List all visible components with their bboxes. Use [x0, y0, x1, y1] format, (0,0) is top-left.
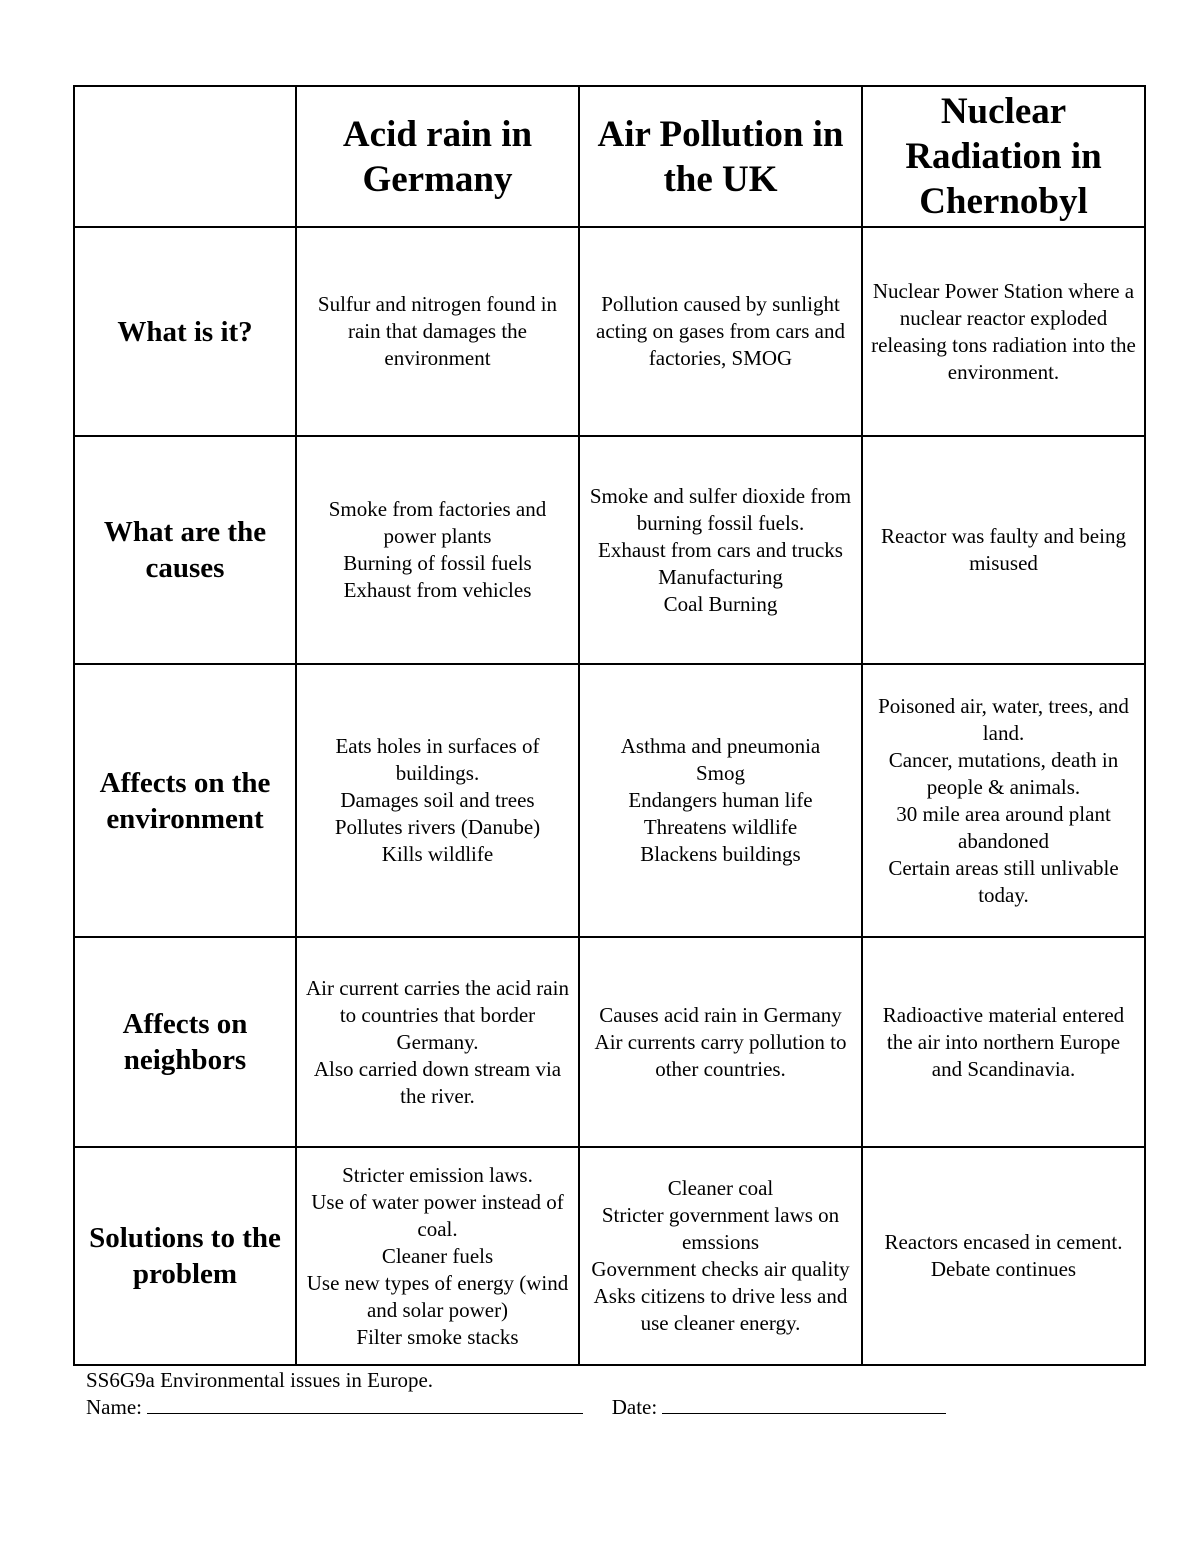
header-row [74, 86, 1145, 227]
row-label-causes: What are the causes [74, 436, 296, 664]
row-label-what-is-it: What is it? [74, 227, 296, 436]
table-row [74, 937, 1145, 1147]
column-header-nuclear-radiation-chernobyl: Nuclear Radiation in Chernobyl [862, 86, 1145, 227]
table-row [74, 436, 1145, 664]
date-label: Date: [611, 1395, 658, 1419]
cell-chernobyl-what-is-it: Nuclear Power Station where a nuclear reactor exploded releasing tons radiation into the environment. [862, 227, 1145, 436]
row-label-solutions: Solutions to the problem [74, 1147, 296, 1365]
cell-chernobyl-solutions: Reactors encased in cement. Debate continues [862, 1147, 1145, 1365]
column-header-air-pollution-uk: Air Pollution in the UK [579, 86, 862, 227]
row-label-neighbor-effects: Affects on neighbors [74, 937, 296, 1147]
cell-chernobyl-causes: Reactor was faulty and being misused [862, 436, 1145, 664]
column-header-acid-rain-germany: Acid rain in Germany [296, 86, 579, 227]
cell-germany-what-is-it: Sulfur and nitrogen found in rain that damages the environment [296, 227, 579, 436]
cell-germany-neighbors: Air current carries the acid rain to countries that border Germany. Also carried down stream via the river. [296, 937, 579, 1147]
cell-germany-solutions: Stricter emission laws. Use of water power instead of coal. Cleaner fuels Use new types of energy (wind and solar power) Filter smoke stacks [296, 1147, 579, 1365]
date-field[interactable] [662, 1395, 946, 1414]
cell-uk-environment: Asthma and pneumonia Smog Endangers human life Threatens wildlife Blackens buildings [579, 664, 862, 937]
table-row [74, 227, 1145, 436]
cell-uk-neighbors: Causes acid rain in Germany Air currents carry pollution to other countries. [579, 937, 862, 1147]
cell-germany-environment: Eats holes in surfaces of buildings. Damages soil and trees Pollutes rivers (Danube) Kills wildlife [296, 664, 579, 937]
name-label: Name: [86, 1395, 142, 1419]
cell-chernobyl-neighbors: Radioactive material entered the air into northern Europe and Scandinavia. [862, 937, 1145, 1147]
cell-uk-solutions: Cleaner coal Stricter government laws on emssions Government checks air quality Asks citizens to drive less and use cleaner energy. [579, 1147, 862, 1365]
name-field[interactable] [147, 1395, 583, 1414]
cell-chernobyl-environment: Poisoned air, water, trees, and land. Cancer, mutations, death in people & animals. 30 mile area around plant abandoned Certain areas still unlivable today. [862, 664, 1145, 937]
corner-cell [74, 86, 296, 227]
standard-caption: SS6G9a Environmental issues in Europe. [86, 1368, 434, 1392]
cell-germany-causes: Smoke from factories and power plants Burning of fossil fuels Exhaust from vehicles [296, 436, 579, 664]
row-label-environment-effects: Affects on the environment [74, 664, 296, 937]
table-row [74, 1147, 1145, 1365]
cell-uk-what-is-it: Pollution caused by sunlight acting on gases from cars and factories, SMOG [579, 227, 862, 436]
environmental-issues-table [73, 85, 1146, 1366]
table-row [74, 664, 1145, 937]
name-date-line [86, 1394, 946, 1420]
cell-uk-causes: Smoke and sulfer dioxide from burning fossil fuels. Exhaust from cars and trucks Manufacturing Coal Burning [579, 436, 862, 664]
